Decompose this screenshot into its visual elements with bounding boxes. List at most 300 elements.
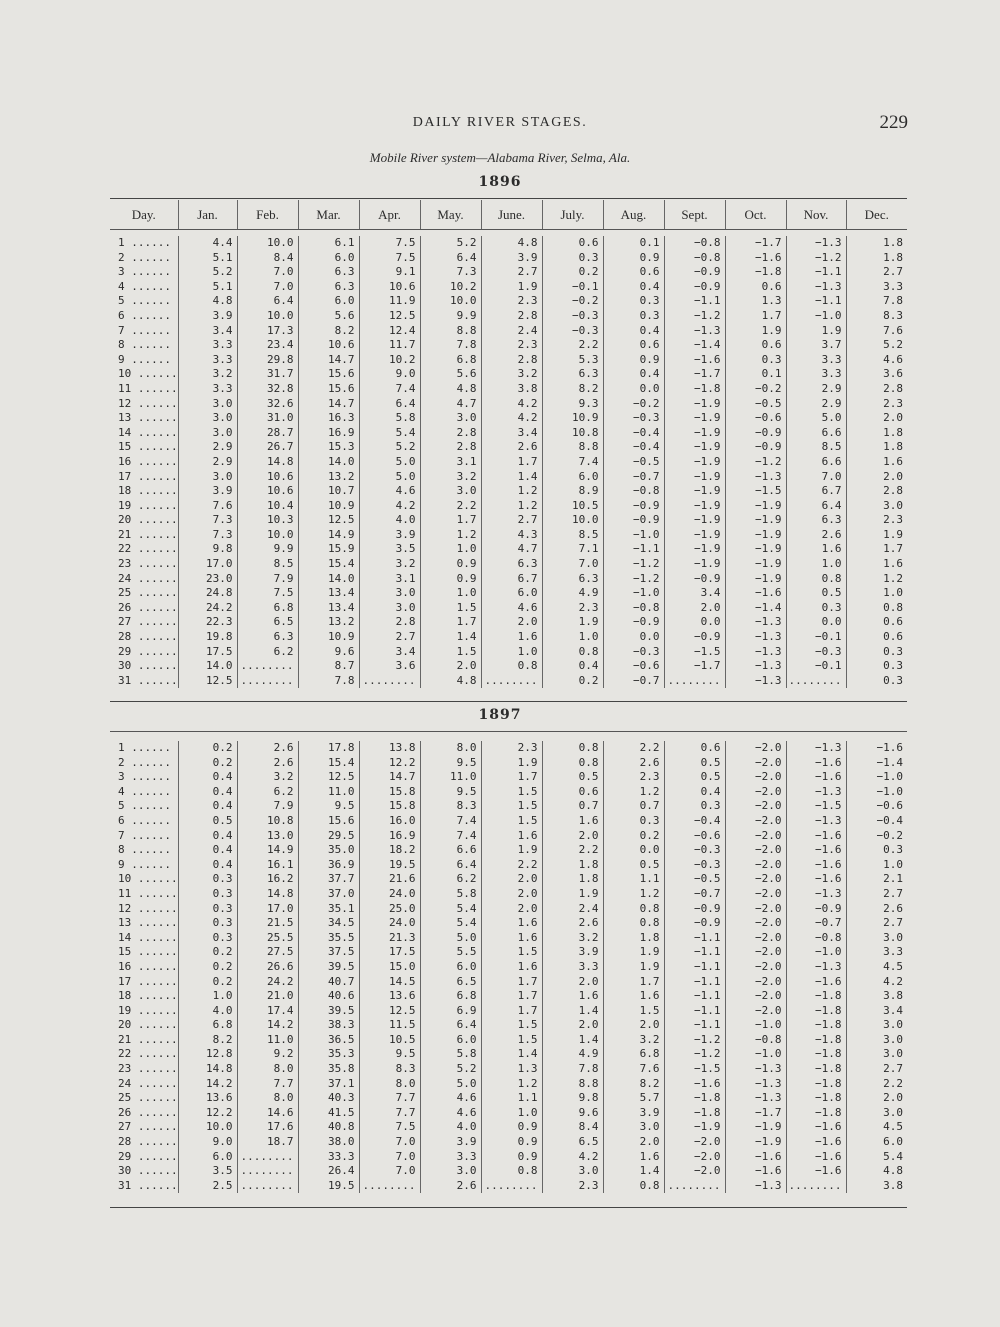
day-label: 22 ...... [118,1047,178,1061]
stage-cell: −1.0 [603,586,664,601]
stage-cell: 10.8 [542,426,603,441]
stage-cell: 2.6 [237,756,298,771]
stage-cell: 3.0 [846,1018,907,1033]
stage-cell: 1.7 [481,1004,542,1019]
stage-cell: 2.3 [542,1179,603,1194]
stage-cell: −1.6 [786,858,846,873]
day-label: 19 ...... [118,1003,178,1017]
stage-cell: 7.5 [359,236,420,251]
stage-cell: 39.5 [298,1004,359,1019]
stage-cell: −1.6 [664,353,725,368]
day-label: 19 ...... [118,498,178,512]
stage-cell: 15.4 [298,557,359,572]
stage-cell: −0.3 [664,843,725,858]
column-header: Aug. [603,200,664,230]
stage-cell: 10.5 [542,499,603,514]
day-label: 25 ...... [118,1091,178,1105]
stage-cell: −1.3 [664,324,725,339]
stage-cell: 10.0 [420,294,481,309]
stage-cell: 3.4 [846,1004,907,1019]
stage-cell: 1.7 [420,513,481,528]
stage-cell: −1.5 [664,645,725,660]
stage-cell: 10.9 [298,630,359,645]
stage-cell: 8.8 [542,1077,603,1092]
stage-cell: 0.4 [178,858,237,873]
day-label: 11 ...... [118,381,178,395]
stage-cell: 6.4 [786,499,846,514]
table-row [110,557,907,572]
stage-cell: 5.0 [420,931,481,946]
stage-cell: 2.5 [178,1179,237,1194]
stage-cell: 0.8 [542,645,603,660]
stage-cell: 17.5 [178,645,237,660]
stage-cell: 2.2 [481,858,542,873]
stage-cell: 9.6 [298,645,359,660]
stage-cell: 0.6 [846,615,907,630]
stage-cell: −0.9 [664,572,725,587]
stage-cell: −1.8 [786,1033,846,1048]
stage-cell: 4.7 [420,397,481,412]
table-row [110,1033,907,1048]
stage-cell: 15.4 [298,756,359,771]
stage-cell: 0.3 [846,674,907,689]
stage-cell: −1.0 [786,945,846,960]
stage-cell: 14.9 [237,843,298,858]
stage-cell: 1.5 [420,645,481,660]
stage-cell: 1.0 [481,1106,542,1121]
stage-cell: 4.2 [846,975,907,990]
stage-cell: 1.3 [725,294,786,309]
stage-cell: −0.9 [603,615,664,630]
stage-cell: 1.6 [603,1150,664,1165]
stage-cell: −1.2 [664,1047,725,1062]
stage-cell: 12.5 [359,1004,420,1019]
day-label: 5 ...... [118,799,171,813]
stage-cell: 3.6 [846,367,907,382]
stage-cell: 5.4 [359,426,420,441]
stage-cell: 0.5 [664,770,725,785]
stage-cell: 25.0 [359,902,420,917]
stage-cell: 15.6 [298,814,359,829]
column-header: Nov. [786,200,846,230]
bottom-rule [110,1207,907,1208]
stage-cell: −1.9 [664,528,725,543]
stage-cell: −1.6 [786,756,846,771]
stage-cell: −0.3 [603,411,664,426]
stage-cell: 9.5 [420,756,481,771]
stage-cell: −0.3 [542,309,603,324]
stage-cell: −0.4 [664,814,725,829]
stage-cell: 7.3 [420,265,481,280]
stage-cell: 0.6 [846,630,907,645]
stage-cell: 22.3 [178,615,237,630]
stage-cell: 5.2 [178,265,237,280]
stage-cell: 15.9 [298,542,359,557]
stage-cell: 5.0 [359,455,420,470]
stage-cell: −0.4 [603,440,664,455]
day-label: 2 ...... [118,250,171,264]
stage-cell: 25.5 [237,931,298,946]
column-header: Mar. [298,200,359,230]
day-label: 3 ...... [118,265,171,279]
stage-cell: 2.3 [846,513,907,528]
stage-cell: 3.0 [178,411,237,426]
stage-cell: 34.5 [298,916,359,931]
stage-cell: 1.7 [481,455,542,470]
stage-cell: 11.5 [359,1018,420,1033]
stage-cell: 37.7 [298,872,359,887]
stage-cell: 18.2 [359,843,420,858]
stage-cell: 3.0 [420,1164,481,1179]
stage-cell: −1.5 [786,799,846,814]
stage-cell: 5.4 [846,1150,907,1165]
stage-cell: 3.0 [846,931,907,946]
table-row [110,294,907,309]
stage-cell: 6.6 [786,426,846,441]
stage-cell: 16.9 [298,426,359,441]
stage-cell: 3.4 [359,645,420,660]
day-label: 30 ...... [118,659,178,673]
table-row [110,280,907,295]
stage-cell: 21.6 [359,872,420,887]
stage-cell: 3.5 [359,542,420,557]
stage-cell: 36.9 [298,858,359,873]
stage-cell: 9.1 [359,265,420,280]
stage-cell: 10.6 [298,338,359,353]
stage-cell: 10.9 [542,411,603,426]
stage-cell: 2.0 [664,601,725,616]
stage-cell: 2.6 [846,902,907,917]
stage-cell: 2.3 [846,397,907,412]
stage-cell: −0.9 [664,630,725,645]
stage-cell: 9.2 [237,1047,298,1062]
stage-cell: 14.0 [178,659,237,674]
stage-cell: 14.7 [359,770,420,785]
stage-cell: 3.8 [481,382,542,397]
stage-cell: 1.5 [481,1033,542,1048]
stage-cell: 40.8 [298,1120,359,1135]
stage-cell: −0.8 [603,601,664,616]
stage-cell: 1.9 [846,528,907,543]
stage-cell: 2.0 [542,1018,603,1033]
stage-cell: −1.9 [664,499,725,514]
stage-cell: 13.4 [298,586,359,601]
stage-cell: 3.2 [481,367,542,382]
stage-cell: 0.3 [178,931,237,946]
stage-cell: 3.9 [178,309,237,324]
stage-cell: −1.3 [725,615,786,630]
stage-cell: 2.2 [603,741,664,756]
stage-cell: −1.1 [603,542,664,557]
table-row [110,499,907,514]
stage-cell: 0.3 [178,872,237,887]
stage-cell: 35.1 [298,902,359,917]
stage-cell: 2.9 [178,440,237,455]
stage-cell: −1.3 [725,1077,786,1092]
stage-cell: 7.6 [846,324,907,339]
stage-cell: 0.4 [178,843,237,858]
stage-cell: −1.2 [603,557,664,572]
stage-cell: −0.1 [786,630,846,645]
stage-cell: 0.4 [178,785,237,800]
stage-cell: 1.6 [786,542,846,557]
stage-cell: 3.9 [359,528,420,543]
stage-cell: 0.8 [542,741,603,756]
stage-cell: 7.4 [542,455,603,470]
stage-cell: −1.1 [664,975,725,990]
stage-cell: −1.9 [725,572,786,587]
stage-cell: 8.2 [178,1033,237,1048]
stage-cell: 6.1 [298,236,359,251]
stage-cell: 6.3 [481,557,542,572]
stage-cell: 6.4 [359,397,420,412]
stage-cell: 21.0 [237,989,298,1004]
table-row [110,858,907,873]
stage-cell: 7.6 [178,499,237,514]
blank-cell: ........ [664,1179,725,1194]
stage-cell: 2.2 [542,338,603,353]
stage-cell: 1.6 [542,814,603,829]
year-heading-1896: 1896 [478,174,522,190]
table-row [110,931,907,946]
day-label: 17 ...... [118,974,178,988]
stage-cell: 19.5 [359,858,420,873]
stage-cell: 2.8 [359,615,420,630]
stage-cell: −1.9 [664,513,725,528]
stage-cell: 4.6 [481,601,542,616]
stage-cell: 17.8 [298,741,359,756]
stage-cell: 6.8 [420,989,481,1004]
stage-cell: 6.2 [237,785,298,800]
stage-cell: 3.2 [359,557,420,572]
stage-cell: −1.9 [664,426,725,441]
stage-cell: 1.6 [846,557,907,572]
stage-cell: −1.2 [664,1033,725,1048]
stage-cell: 13.2 [298,615,359,630]
stage-cell: −1.8 [664,1106,725,1121]
stage-cell: 6.6 [420,843,481,858]
table-row [110,1018,907,1033]
table-row [110,1106,907,1121]
stage-cell: 27.5 [237,945,298,960]
stage-cell: 10.6 [359,280,420,295]
stage-cell: −1.9 [664,484,725,499]
stage-cell: 1.2 [481,484,542,499]
blank-cell: ........ [237,1150,298,1165]
stage-cell: 2.3 [603,770,664,785]
stage-cell: 8.2 [603,1077,664,1092]
stage-cell: 11.7 [359,338,420,353]
stage-cell: −1.3 [786,236,846,251]
stage-cell: 3.3 [786,367,846,382]
column-header: Feb. [237,200,298,230]
stage-cell: 3.9 [420,1135,481,1150]
stage-cell: 0.9 [603,353,664,368]
table-row [110,455,907,470]
stage-cell: 40.7 [298,975,359,990]
stage-cell: 6.5 [420,975,481,990]
stage-cell: 5.8 [420,1047,481,1062]
day-label: 14 ...... [118,425,178,439]
stage-cell: 4.2 [359,499,420,514]
stage-cell: 1.7 [846,542,907,557]
table-row [110,659,907,674]
stage-cell: 5.1 [178,280,237,295]
table-row [110,528,907,543]
stage-cell: 14.7 [298,397,359,412]
stage-cell: 31.7 [237,367,298,382]
stage-cell: 40.6 [298,989,359,1004]
stage-cell: 2.7 [846,265,907,280]
stage-cell: 5.3 [542,353,603,368]
stage-cell: 1.6 [603,989,664,1004]
day-label: 6 ...... [118,308,171,322]
stage-cell: −1.9 [725,499,786,514]
stage-cell: 9.8 [178,542,237,557]
stage-cell: −1.9 [664,557,725,572]
stage-cell: 2.6 [542,916,603,931]
stage-cell: 0.7 [603,799,664,814]
stage-cell: 4.8 [481,236,542,251]
stage-cell: −1.4 [846,756,907,771]
stage-cell: 1.9 [725,324,786,339]
stage-cell: −2.0 [725,872,786,887]
stage-cell: −2.0 [725,770,786,785]
table-row [110,975,907,990]
stage-cell: 12.2 [359,756,420,771]
stage-cell: 8.2 [542,382,603,397]
stage-cell: 14.8 [178,1062,237,1077]
stage-cell: 0.3 [603,294,664,309]
stage-cell: 8.5 [542,528,603,543]
day-label: 4 ...... [118,784,171,798]
stage-cell: 0.8 [603,902,664,917]
stage-cell: 2.6 [237,741,298,756]
stage-cell: 9.6 [542,1106,603,1121]
stage-cell: 0.5 [664,756,725,771]
stage-cell: 4.2 [481,397,542,412]
stage-cell: 13.6 [178,1091,237,1106]
stage-cell: 7.4 [359,382,420,397]
stage-cell: 10.9 [298,499,359,514]
table-row [110,872,907,887]
stage-cell: 5.5 [420,945,481,960]
stage-cell: 3.4 [664,586,725,601]
stage-cell: 0.5 [786,586,846,601]
stage-cell: 2.9 [786,397,846,412]
stage-cell: −1.6 [846,741,907,756]
stage-cell: 5.1 [178,251,237,266]
stage-cell: 7.9 [237,572,298,587]
column-header: Oct. [725,200,786,230]
stage-cell: 6.0 [846,1135,907,1150]
stage-cell: 0.0 [664,615,725,630]
table-row [110,1062,907,1077]
table-row [110,440,907,455]
stage-cell: 2.6 [481,440,542,455]
table-row [110,397,907,412]
stage-cell: 4.4 [178,236,237,251]
stage-cell: 6.3 [786,513,846,528]
stage-cell: 5.7 [603,1091,664,1106]
stage-cell: −1.9 [725,1135,786,1150]
stage-cell: 10.0 [542,513,603,528]
table-row [110,814,907,829]
stage-cell: 3.9 [603,1106,664,1121]
stage-cell: −0.7 [603,674,664,689]
stage-cell: 0.3 [603,814,664,829]
stage-cell: 5.0 [359,470,420,485]
stage-cell: 5.0 [420,1077,481,1092]
stage-cell: −0.4 [846,814,907,829]
stage-cell: 5.4 [420,916,481,931]
day-label: 7 ...... [118,828,171,842]
table-row [110,1135,907,1150]
table-row [110,513,907,528]
stage-cell: −0.3 [664,858,725,873]
day-label: 3 ...... [118,770,171,784]
stage-cell: 32.6 [237,397,298,412]
stage-cell: 1.8 [846,440,907,455]
stage-cell: 15.6 [298,382,359,397]
stage-cell: 1.5 [481,1018,542,1033]
stage-cell: 13.0 [237,829,298,844]
stage-cell: 12.8 [178,1047,237,1062]
day-label: 21 ...... [118,1032,178,1046]
stage-cell: 10.8 [237,814,298,829]
stage-cell: 5.4 [420,902,481,917]
stage-cell: 12.2 [178,1106,237,1121]
day-label: 15 ...... [118,945,178,959]
stage-cell: 1.0 [178,989,237,1004]
stage-cell: −1.9 [664,455,725,470]
day-label: 29 ...... [118,1149,178,1163]
stage-cell: 3.1 [359,572,420,587]
stage-cell: 5.6 [420,367,481,382]
stage-cell: 6.7 [786,484,846,499]
stage-cell: 5.6 [298,309,359,324]
stage-cell: 2.0 [846,1091,907,1106]
table-row [110,265,907,280]
table-row [110,843,907,858]
day-label: 9 ...... [118,352,171,366]
stage-cell: −2.0 [725,960,786,975]
stage-cell: 4.0 [178,1004,237,1019]
stage-cell: −1.0 [603,528,664,543]
table-row [110,799,907,814]
stage-cell: 7.0 [359,1164,420,1179]
day-label: 23 ...... [118,1062,178,1076]
section-rule [110,701,907,702]
stage-cell: 0.8 [481,1164,542,1179]
stage-cell: −1.3 [725,1091,786,1106]
day-label: 6 ...... [118,813,171,827]
stage-cell: 0.2 [603,829,664,844]
stage-cell: 2.0 [481,872,542,887]
stage-cell: 14.8 [237,887,298,902]
stage-cell: −1.9 [725,542,786,557]
day-label: 5 ...... [118,294,171,308]
stage-cell: 7.5 [359,251,420,266]
stage-cell: −1.6 [786,1164,846,1179]
day-label: 28 ...... [118,1135,178,1149]
day-label: 26 ...... [118,1105,178,1119]
stage-cell: −2.0 [664,1135,725,1150]
stage-cell: 11.0 [298,785,359,800]
column-header: Dec. [846,200,907,230]
stage-cell: −0.9 [664,916,725,931]
column-header: May. [420,200,481,230]
